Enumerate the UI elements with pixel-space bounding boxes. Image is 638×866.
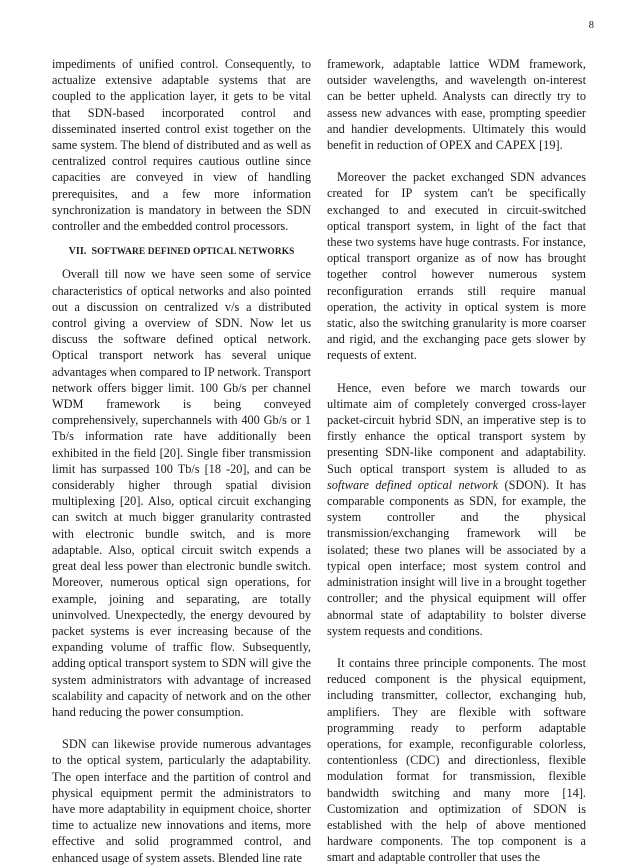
right-paragraph-3 <box>327 380 586 639</box>
section-heading <box>52 244 311 260</box>
italic-term: software defined optical network <box>327 477 499 492</box>
section-title-rest: OFTWARE DEFINED OPTICAL NETWORKS <box>97 247 295 258</box>
right-paragraph-4: It contains three principle components. The most reduced component is the physical equipment, including transmitter, collector, exchanging hub, amplifiers. They are flexible with software programming ready to perform adaptable operations, for example, reconfigurable colorless, contentionless (CDC) and directionless, flexible modulation format for transmission, flexible bandwidth switching and many more [14]. Customization and optimization of SDON is established with the help of above mentioned hardware components. The top component is a smart and adaptable controller that uses the <box>327 655 586 865</box>
section-title-initial: S <box>91 246 98 258</box>
right-paragraph-3-end: (SDON). It has comparable components as SDN, for example, the system controller and the physical transmission/exchanging framework will be isolated; these two planes will be associated by a typical open interface; most system control and administration insight will live in a brought together controller; and the physical equipment will offer abnormal state of adaptability to bolster diverse system requests and conditions. <box>327 477 586 638</box>
right-paragraph-1: framework, adaptable lattice WDM framework, outsider wavelengths, and wavelength on-interest can be better upheld. Analysts can directly try to assess new advances with ease, prompting speedier and handier developments. Ultimately this would benefit in reduction of OPEX and CAPEX [19]. <box>327 57 586 153</box>
left-paragraph-3: SDN can likewise provide numerous advantages to the optical system, particularly the adaptability. The open interface and the partition of control and physical equipment permit the administrators to have more adaptability in equipment choice, shorter time to actualize new innovations and items, more effective and solid programmed control, and enhanced usage of system assets. Blended line rate <box>52 737 311 865</box>
right-paragraph-2: Moreover the packet exchanged SDN advances created for IP system can't be specifically exchanged to and executed in circuit-switched optical transport system, in light of the fact that these two systems have huge contrasts. For instance, optical transport organize as of now has brought together control however numerous system reconfiguration errands still require manual operation, the activity in optical system is more static, also the switching granularity is more coarser and rigid, and the exchanging pace gets slower by requests of extent. <box>327 170 586 363</box>
page-number: 8 <box>588 20 594 31</box>
left-column <box>52 56 311 866</box>
right-column <box>327 56 586 866</box>
left-paragraph-2: Overall till now we have seen some of service characteristics of optical networks and also pointed out a discussion on centralized v/s a distributed control giving a overview of SDN. Now let us discuss the software defined optical network. Optical transport network has several unique advantages when compared to IP network. Transport network offers bigger limit. 100 Gb/s per channel WDM framework is being conveyed comprehensively, superchannels with 400 Gb/s or 1 Tb/s information rate have additionally been exhibited in the field [20]. Single fiber transmission limit has surpassed 100 Tb/s [18 -20], and can be considerably higher through spatial division multiplexing [20]. Also, optical circuit exchanging can switch at much bigger granularity contrasted with electronic bundle switch, and is more adaptable. Also, optical circuit switch expends a great deal less power than electronic bundle switch. Moreover, numerous optical sign operations, for example, joining and separating, are totally uninvolved. Unexpectedly, the energy devoured by packet systems is ever increasing because of the expanding volume of traffic flow. Subsequently, adding optical transport system to SDN will give the system administrators with advantage of increased scalability and capacity of network and on the other hand reducing the power consumption. <box>52 267 311 719</box>
section-number: VII. <box>68 246 87 258</box>
right-paragraph-3-start: Hence, even before we march towards our ultimate aim of completely converged cross-layer packet-circuit hybrid SDN, an imperative step is to firstly enhance the optical transport system by presenting SDN-like component and adaptability. Such optical transport system is alluded to as <box>327 380 586 476</box>
left-paragraph-1: impediments of unified control. Consequently, to actualize extensive adaptable systems that are coupled to the application layer, it gets to be vital that SDN-based incorporated control and disseminated inserted control exist together on the same system. The blend of distributed and as well as centralized control requires cautious outline since capacities are conveyed in view of handling prerequisites, and a few more information synchronization is mandatory in between the SDN controller and the embedded control processors. <box>52 57 311 234</box>
